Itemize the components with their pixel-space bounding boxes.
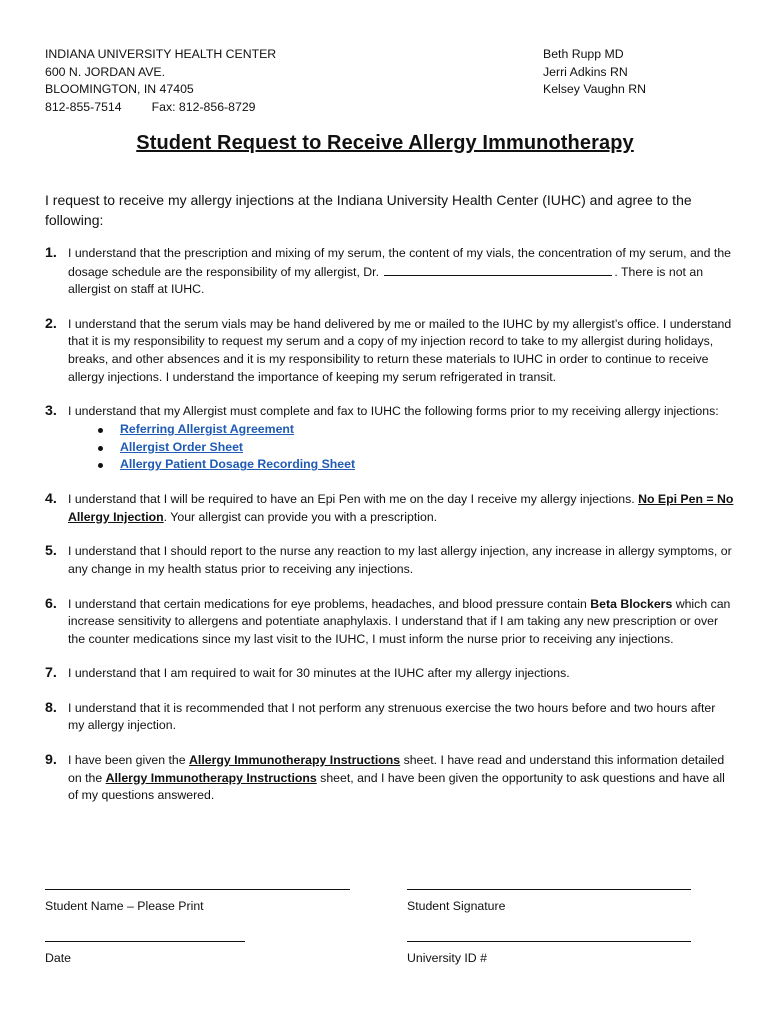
agreement-item-5 [45,543,735,578]
item-text: . There is not an allergist on staff at IUHC. [68,264,704,297]
item-text: I understand that I am required to wait for 30 minutes at the IUHC after my allergy injections. [68,666,570,681]
allergist-order-sheet-link[interactable]: Allergist Order Sheet [120,439,244,454]
item-text: . Your allergist can provide you with a prescription. [163,509,438,524]
field-label: Date [45,951,71,965]
required-forms-list [68,421,735,474]
bullet-icon [98,463,103,468]
staff-name: Beth Rupp MD [543,47,624,61]
agreement-item-4 [45,491,735,526]
item-number: 1. [45,245,57,261]
item-number: 8. [45,699,57,716]
item-number: 6. [45,595,57,612]
clinic-address [45,46,425,116]
staff-list [543,46,733,99]
beta-blockers-term: Beta Blockers [590,596,673,611]
page-title: Student Request to Receive Allergy Immunotherapy [136,132,634,154]
signature-line [45,940,245,942]
date-field[interactable] [45,940,245,968]
signature-line [407,888,691,890]
address-line: 600 N. JORDAN AVE. [45,64,166,79]
student-signature-field[interactable] [407,888,691,916]
item-number: 2. [45,315,57,332]
agreement-item-1 [45,245,735,299]
item-text: sheet. I have read and understand this information detailed on the [68,753,725,785]
bullet-icon [98,428,103,433]
field-label: Student Name – Please Print [45,899,204,913]
list-item [96,421,735,439]
phone-number: 812-855-7514 [45,99,122,114]
item-number: 5. [45,543,57,560]
agreement-item-9 [45,752,735,805]
instructions-sheet-reference: Allergy Immunotherapy Instructions [105,770,317,785]
referring-allergist-agreement-link[interactable]: Referring Allergist Agreement [120,421,295,436]
agreement-item-2 [45,316,735,386]
item-number: 9. [45,752,57,769]
item-text: I have been given the [68,753,190,768]
allergist-name-blank[interactable] [384,263,612,276]
item-text: I understand that certain medications for eye problems, headaches, and blood pressure contain [68,596,591,611]
fax-number: Fax: 812-856-8729 [151,99,256,114]
intro-paragraph: I request to receive my allergy injections at the Indiana University Health Center (IUHC) and agree to the following: [45,192,692,228]
item-number: 4. [45,491,57,508]
item-text: which can increase sensitivity to allergens and potentiate anaphylaxis. I understand that if I am taking any new prescription or over the counter medications since my last visit to the IUHC, I must inform the nurse prior to receiving any injections. [68,596,731,646]
staff-name: Kelsey Vaughn RN [543,82,646,97]
item-number: 7. [45,665,57,682]
item-text: I understand that the prescription and mixing of my serum, the content of my vials, the concentration of my serum, and the dosage schedule are the responsibility of my allergist, Dr. [68,246,731,279]
signature-line [407,940,691,942]
item-number: 3. [45,403,57,420]
field-label: University ID # [407,951,487,965]
item-text: I understand that it is recommended that I not perform any strenuous exercise the two hours before and two hours after my allergy injection. [68,700,716,733]
address-line: INDIANA UNIVERSITY HEALTH CENTER [45,47,277,61]
agreement-list [45,245,735,805]
signature-line [45,888,350,890]
contact-line [45,99,425,117]
agreement-item-6 [45,596,735,649]
field-label: Student Signature [407,899,506,913]
university-id-field[interactable] [407,940,691,968]
dosage-recording-sheet-link[interactable]: Allergy Patient Dosage Recording Sheet [120,457,356,472]
bullet-icon [98,446,103,451]
agreement-item-7 [45,665,735,683]
student-name-field[interactable] [45,888,350,916]
item-text: I understand that the serum vials may be hand delivered by me or mailed to the IUHC by my allergist’s office. I understand that it is my responsibility to request my serum and a copy of my injection record to take to my allergist during holidays, breaks, and other absences and it is my responsibility to return these materials to IUHC in order to continue to receive allergy injections. I understand the importance of keeping my serum refrigerated in transit. [68,316,732,384]
instructions-sheet-reference: Allergy Immunotherapy Instructions [189,753,401,768]
item-text: sheet, and I have been given the opportunity to ask questions and have all of my questions answered. [68,770,725,803]
staff-name: Jerri Adkins RN [543,64,628,79]
agreement-item-3 [45,403,735,474]
list-item [96,439,735,457]
list-item [96,456,735,474]
item-text: I understand that I will be required to have an Epi Pen with me on the day I receive my allergy injections. [68,492,635,507]
item-text: I understand that my Allergist must complete and fax to IUHC the following forms prior to my receiving allergy injections: [68,404,719,419]
item-text: I understand that I should report to the nurse any reaction to my last allergy injection, any increase in allergy symptoms, or any change in my health status prior to receiving any injections. [68,544,732,576]
agreement-item-8 [45,700,735,735]
address-line: BLOOMINGTON, IN 47405 [45,82,194,97]
epi-pen-warning: No Epi Pen = No Allergy Injection [68,492,734,524]
